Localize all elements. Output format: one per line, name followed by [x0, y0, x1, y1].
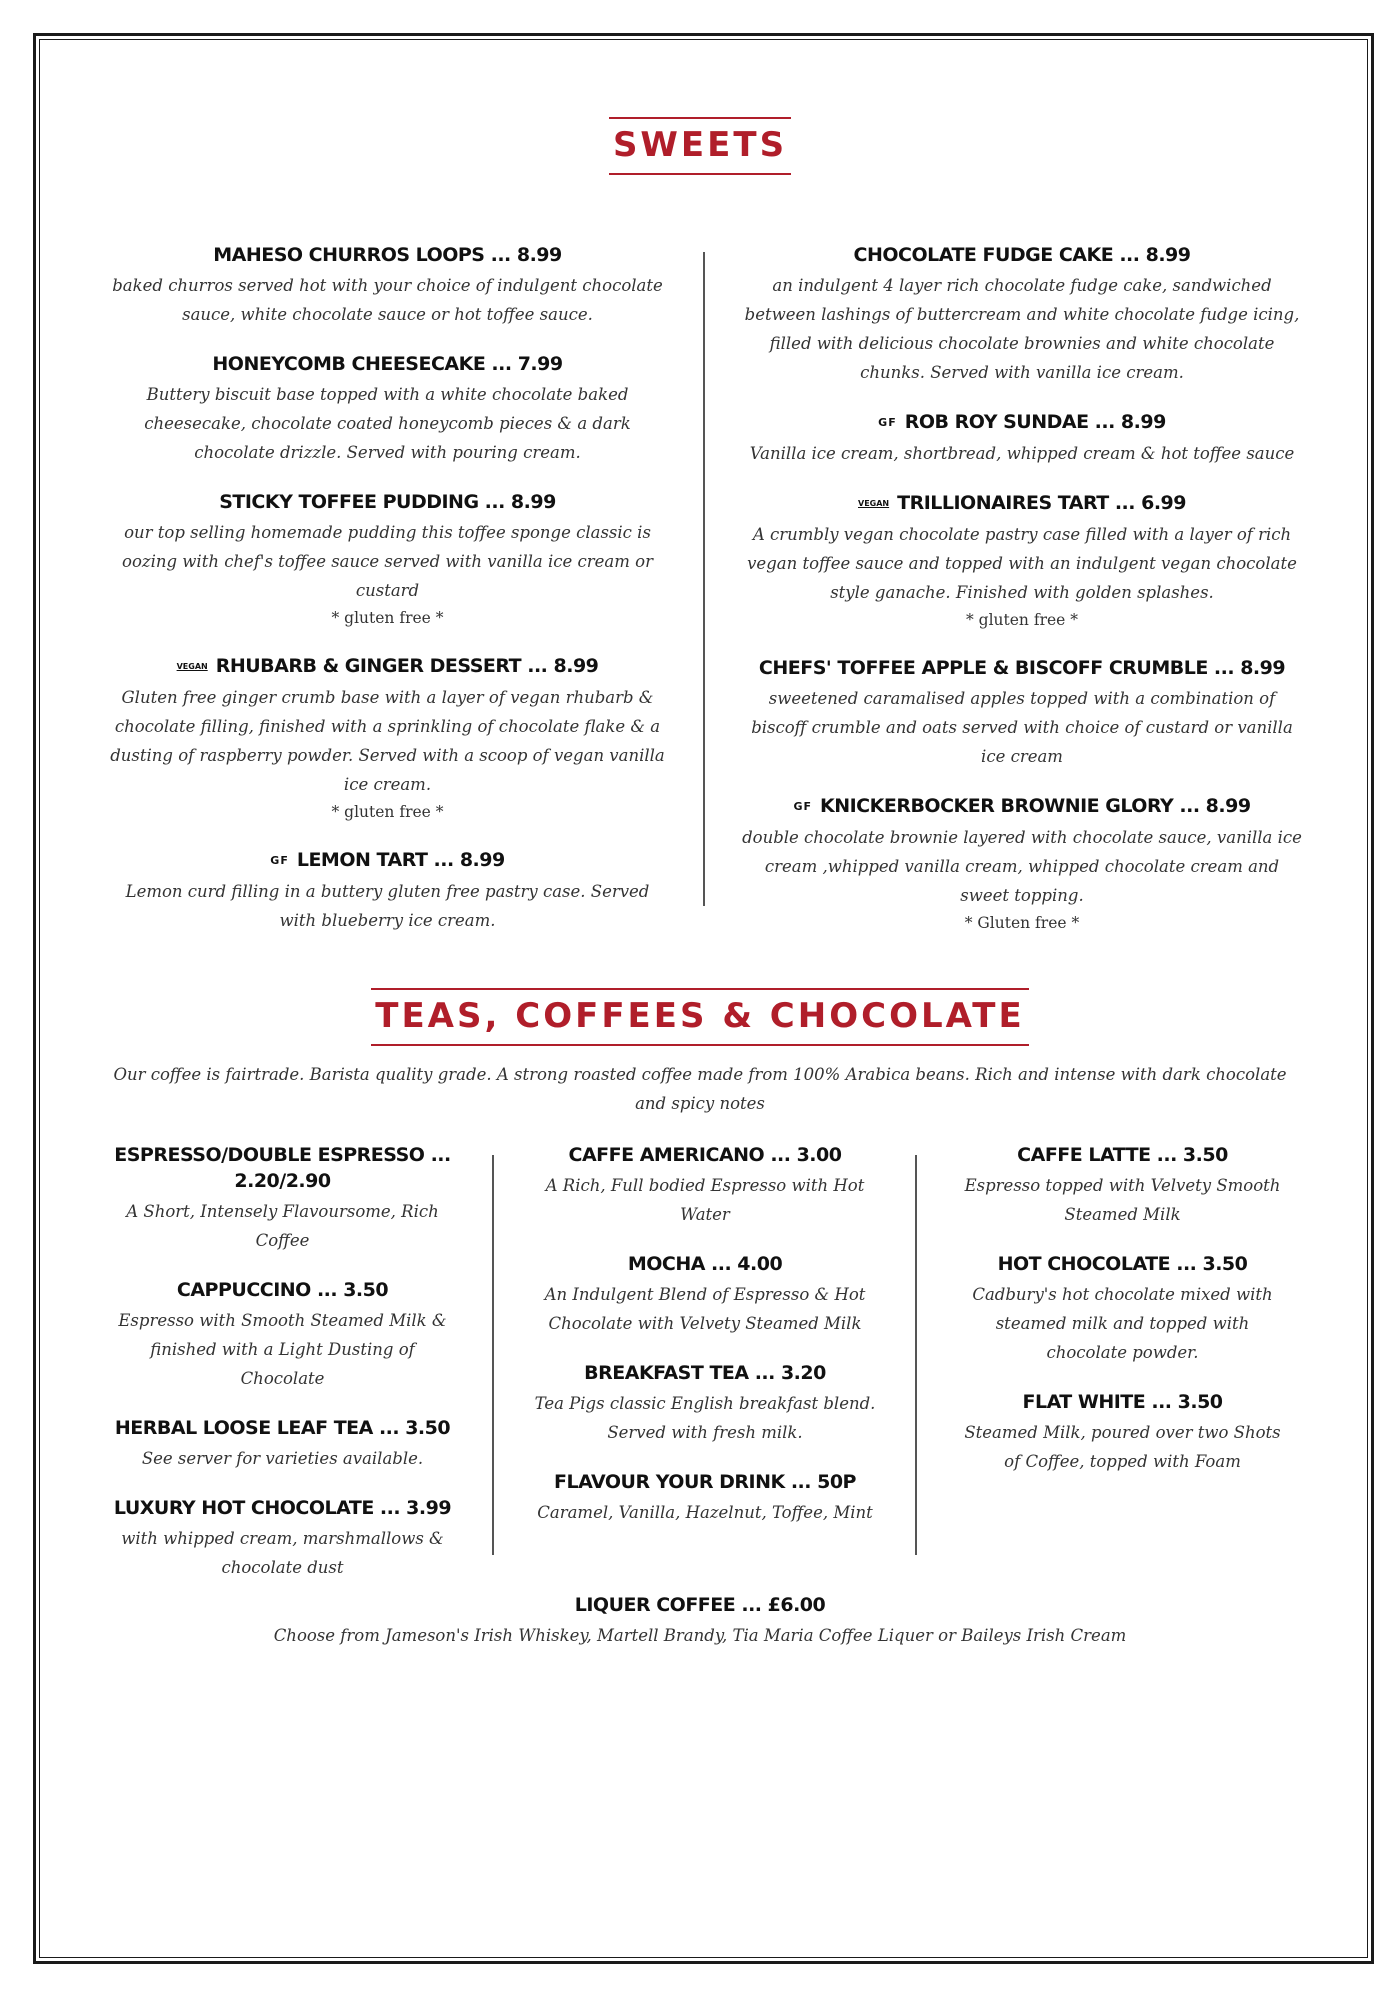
- item-title: CHOCOLATE FUDGE CAKE ... 8.99: [853, 244, 1191, 266]
- item-description: A crumbly vegan chocolate pastry case filled with a layer of rich vegan toffee sauce and topped with an indulgent vegan chocolate style ganache. Finished with golden splashes.: [747, 525, 1297, 602]
- item-description: our top selling homemade pudding this toffee sponge classic is oozing with chef's toffee sauce served with vanilla ice cream or custard: [122, 523, 653, 600]
- item-name: [110, 653, 665, 680]
- teas-heading: [0, 988, 1400, 1046]
- liqueur-coffee-item: [200, 1592, 1200, 1650]
- menu-item: [110, 1495, 455, 1582]
- item-description: with whipped cream, marshmallows & chocolate dust: [121, 1529, 444, 1577]
- item-name: [955, 1251, 1290, 1277]
- item-title: HERBAL LOOSE LEAF TEA ... 3.50: [114, 1417, 451, 1439]
- item-name: [110, 847, 665, 874]
- sweets-column-divider: [703, 252, 705, 906]
- item-description: Espresso topped with Velvety Smooth Steamed Milk: [964, 1176, 1281, 1224]
- menu-item: [530, 1360, 880, 1447]
- item-name: [530, 1142, 880, 1168]
- item-title: CAPPUCCINO ... 3.50: [176, 1279, 389, 1301]
- item-description: Buttery biscuit base topped with a white chocolate baked cheesecake, chocolate coated honeycomb pieces & a dark chocolate drizzle. Served with pouring cream.: [144, 385, 631, 462]
- menu-item: [110, 653, 665, 825]
- item-name: [110, 489, 665, 515]
- menu-item: [742, 655, 1302, 771]
- item-description: sweetened caramalised apples topped with a combination of biscoff crumble and oats served with choice of custard or vanilla ice cream: [751, 689, 1293, 766]
- item-description: an indulgent 4 layer rich chocolate fudge cake, sandwiched between lashings of buttercream and white chocolate fudge icing, filled with delicious chocolate brownies and white chocolate chunks. Served with vanilla ice cream.: [744, 276, 1300, 382]
- item-name: [742, 409, 1302, 436]
- item-title: KNICKERBOCKER BROWNIE GLORY ... 8.99: [819, 795, 1251, 817]
- item-title: FLAVOUR YOUR DRINK ... 50P: [554, 1471, 856, 1493]
- item-description: double chocolate brownie layered with chocolate sauce, vanilla ice cream ,whipped vanilla cream, whipped chocolate cream and sweet topping.: [742, 828, 1302, 905]
- menu-item: [110, 847, 665, 935]
- item-name: [742, 242, 1302, 268]
- sweets-left-column: [110, 242, 665, 957]
- item-description: See server for varieties available.: [141, 1449, 424, 1468]
- item-description: Gluten free ginger crumb base with a layer of vegan rhubarb & chocolate filling, finished with a sprinkling of chocolate flake & a dusting of raspberry powder. Served with a scoop of vegan vanilla ice cream.: [110, 688, 665, 794]
- drinks-column-1: [110, 1142, 455, 1604]
- sweets-heading: [0, 117, 1400, 175]
- sweets-right-column: [742, 242, 1302, 958]
- item-description: Espresso with Smooth Steamed Milk & finished with a Light Dusting of Chocolate: [118, 1311, 447, 1388]
- item-name: LIQUER COFFEE ... £6.00: [574, 1594, 826, 1616]
- item-title: RHUBARB & GINGER DESSERT ... 8.99: [215, 655, 599, 677]
- item-description: baked churros served hot with your choice of indulgent chocolate sauce, white chocolate sauce or hot toffee sauce.: [112, 276, 663, 324]
- item-title: FLAT WHITE ... 3.50: [1022, 1391, 1223, 1413]
- item-description: Caramel, Vanilla, Hazelnut, Toffee, Mint: [537, 1503, 873, 1522]
- item-description: Choose from Jameson's Irish Whiskey, Martell Brandy, Tia Maria Coffee Liquer or Baileys Irish Cream: [273, 1626, 1127, 1645]
- gluten-free-badge: GF: [270, 854, 289, 867]
- item-description: Vanilla ice cream, shortbread, whipped cream & hot toffee sauce: [749, 444, 1295, 463]
- item-description: Steamed Milk, poured over two Shots of Coffee, topped with Foam: [964, 1423, 1281, 1471]
- item-name: [110, 1495, 455, 1521]
- item-description: An Indulgent Blend of Espresso & Hot Chocolate with Velvety Steamed Milk: [544, 1285, 866, 1333]
- item-title: ROB ROY SUNDAE ... 8.99: [904, 411, 1166, 433]
- item-note: * gluten free *: [965, 611, 1079, 629]
- menu-item: [110, 351, 665, 467]
- item-title: CAFFE LATTE ... 3.50: [1017, 1144, 1228, 1166]
- menu-item: [110, 1277, 455, 1393]
- menu-item: [955, 1142, 1290, 1229]
- item-name: [530, 1469, 880, 1495]
- item-name: [110, 242, 665, 268]
- sweets-title: SWEETS: [609, 117, 791, 175]
- item-title: BREAKFAST TEA ... 3.20: [584, 1362, 826, 1384]
- gluten-free-badge: GF: [878, 416, 897, 429]
- menu-item: [742, 242, 1302, 387]
- item-title: MOCHA ... 4.00: [627, 1253, 783, 1275]
- item-note: * Gluten free *: [964, 914, 1080, 932]
- menu-item: [530, 1469, 880, 1527]
- menu-item: [110, 1415, 455, 1473]
- item-name: [955, 1142, 1290, 1168]
- item-description: Lemon curd filling in a buttery gluten free pastry case. Served with blueberry ice cream.: [125, 882, 650, 930]
- item-name: [955, 1389, 1290, 1415]
- item-name: [742, 793, 1302, 820]
- item-name: [742, 655, 1302, 681]
- item-title: HONEYCOMB CHEESECAKE ... 7.99: [212, 353, 563, 375]
- item-description: Tea Pigs classic English breakfast blend. Served with fresh milk.: [534, 1394, 876, 1442]
- menu-item: [530, 1251, 880, 1338]
- item-title: STICKY TOFFEE PUDDING ... 8.99: [219, 491, 556, 513]
- menu-item: [955, 1251, 1290, 1367]
- vegan-badge: VEGAN: [858, 499, 890, 508]
- menu-item: [742, 793, 1302, 936]
- item-name: [110, 1277, 455, 1303]
- menu-item: [955, 1389, 1290, 1476]
- item-name: [530, 1251, 880, 1277]
- drinks-column-3: [955, 1142, 1290, 1498]
- item-title: LEMON TART ... 8.99: [296, 849, 505, 871]
- drinks-column-2: [530, 1142, 880, 1549]
- menu-item: [742, 490, 1302, 633]
- item-name: [110, 1142, 455, 1194]
- item-name: [742, 490, 1302, 517]
- item-title: MAHESO CHURROS LOOPS ... 8.99: [213, 244, 562, 266]
- drinks-divider-2: [915, 1155, 917, 1555]
- item-title: ESPRESSO/DOUBLE ESPRESSO ... 2.20/2.90: [114, 1144, 451, 1192]
- item-name: [110, 351, 665, 377]
- menu-item: [110, 242, 665, 329]
- teas-title: TEAS, COFFEES & CHOCOLATE: [371, 988, 1028, 1046]
- item-title: CAFFE AMERICANO ... 3.00: [568, 1144, 842, 1166]
- menu-item: [742, 409, 1302, 468]
- item-title: HOT CHOCOLATE ... 3.50: [997, 1253, 1248, 1275]
- vegan-badge: VEGAN: [176, 662, 208, 671]
- item-description: A Rich, Full bodied Espresso with Hot Water: [545, 1176, 865, 1224]
- item-title: TRILLIONAIRES TART ... 6.99: [897, 492, 1186, 514]
- menu-item: [110, 1142, 455, 1255]
- gluten-free-badge: GF: [793, 800, 812, 813]
- coffee-intro: Our coffee is fairtrade. Barista quality grade. A strong roasted coffee made from 100% Arabica beans. Rich and intense with dark chocolate and spicy notes: [113, 1065, 1287, 1113]
- item-title: CHEFS' TOFFEE APPLE & BISCOFF CRUMBLE ... 8.99: [758, 657, 1286, 679]
- item-title: LUXURY HOT CHOCOLATE ... 3.99: [113, 1497, 452, 1519]
- item-name: [110, 1415, 455, 1441]
- item-name: [530, 1360, 880, 1386]
- menu-item: [530, 1142, 880, 1229]
- drinks-divider-1: [492, 1155, 494, 1555]
- menu-item: [110, 489, 665, 631]
- item-note: * gluten free *: [331, 609, 444, 627]
- item-description: A Short, Intensely Flavoursome, Rich Coffee: [126, 1202, 439, 1250]
- item-description: Cadbury's hot chocolate mixed with steamed milk and topped with chocolate powder.: [972, 1285, 1273, 1362]
- item-note: * gluten free *: [331, 803, 444, 821]
